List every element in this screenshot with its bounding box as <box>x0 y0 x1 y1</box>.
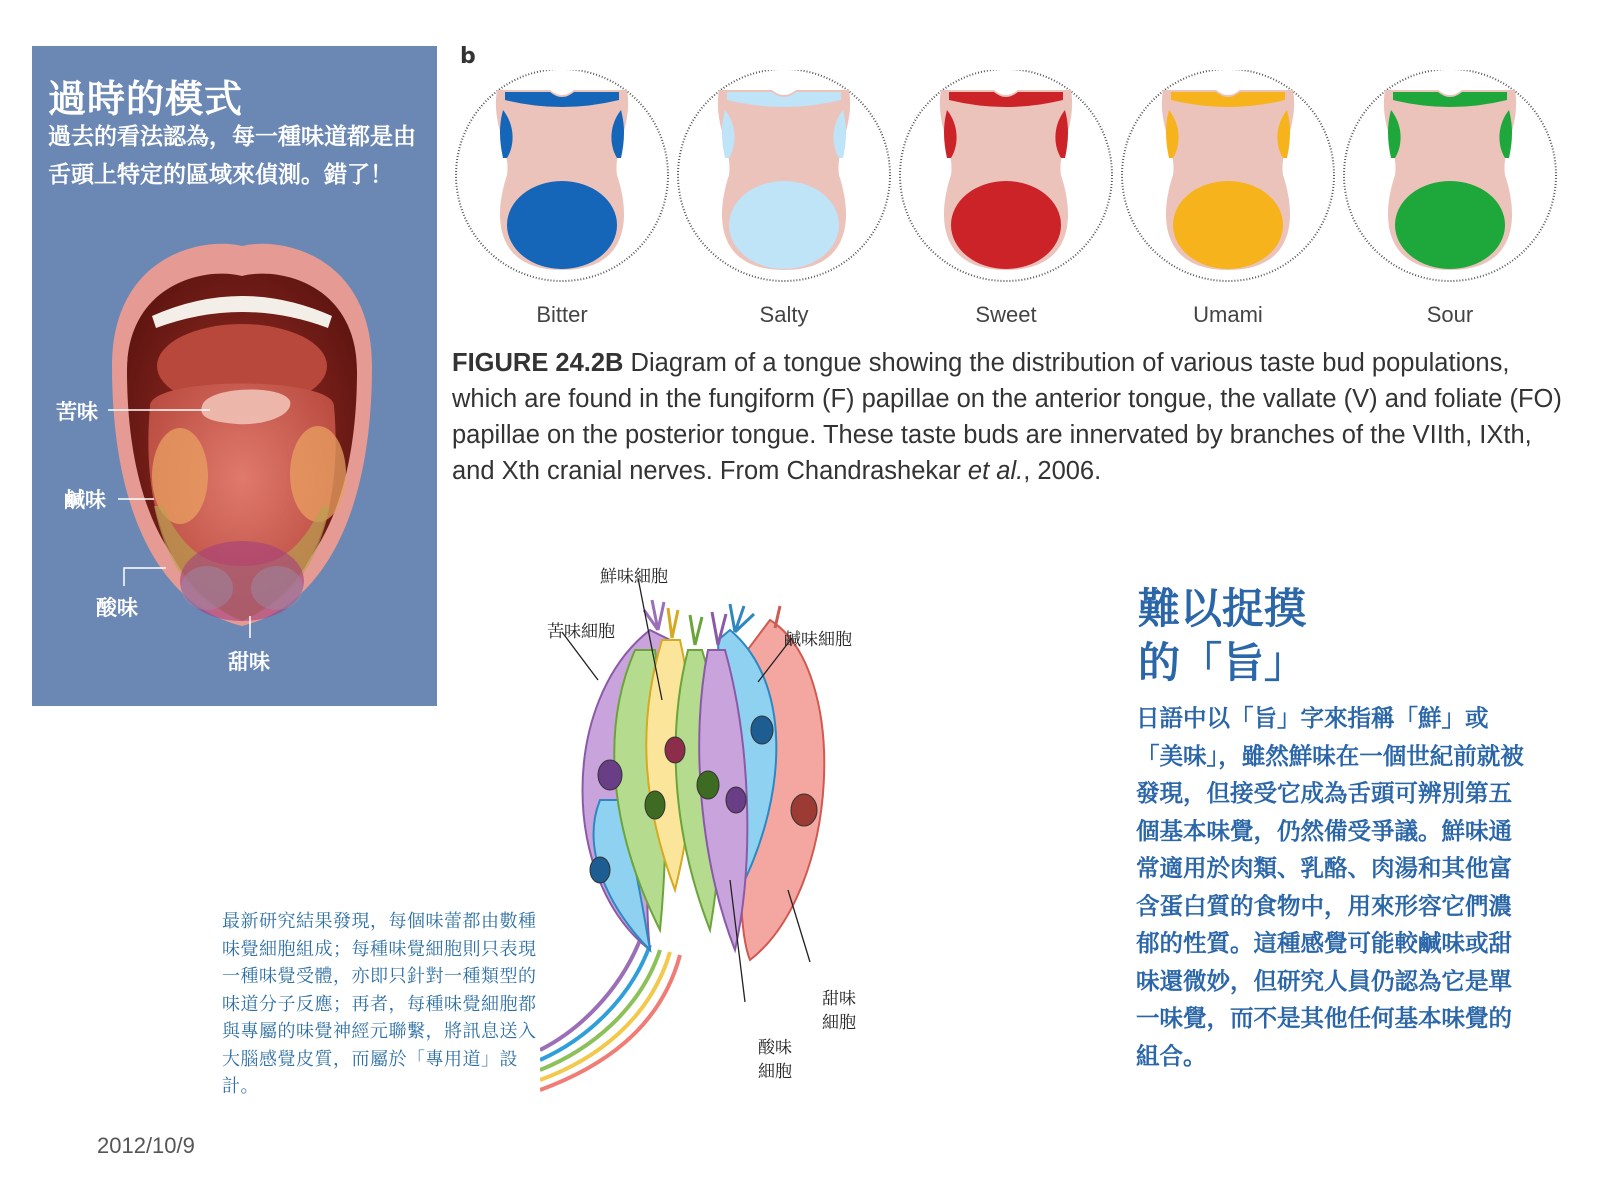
figure-caption <box>452 345 1562 489</box>
taste-region-front <box>951 181 1061 269</box>
label-sweet-cell-line1: 甜味 <box>822 989 856 1009</box>
label-bitter-cell: 苦味細胞 <box>547 622 615 642</box>
caption-italic: et al. <box>967 457 1024 485</box>
caption-end: , 2006. <box>1023 457 1102 485</box>
caption-id: FIGURE 24.2B <box>452 349 624 377</box>
label-sour-cell <box>758 1036 792 1084</box>
umami-title-line1: 難以捉摸 <box>1138 584 1307 633</box>
old-model-panel <box>32 46 437 706</box>
caption-text: Diagram of a tongue showing the distribution of various taste bud populations, which are found in the fungiform (F) papillae on the anterior tongue, the vallate (V) and foliate (FO) papillae on the posterior tongue. These taste buds are innervated by branches of the VIIth, IXth, and Xth cranial nerves. From Chandrashekar <box>452 349 1562 485</box>
umami-title <box>1138 582 1438 690</box>
taste-region-front <box>729 181 839 269</box>
map-label-bitter: Bitter <box>536 302 588 327</box>
map-label-sweet: Sweet <box>975 302 1037 327</box>
label-salty-cell: 鹹味細胞 <box>784 630 852 650</box>
taste-bud-explanation: 最新研究結果發現，每個味蕾都由數種味覺細胞組成；每種味覺細胞則只表現一種味覺受體，亦即只針對一種類型的味道分子反應；再者，每種味覺細胞都與專屬的味覺神經元聯繫，將訊息送入大腦感覺皮質，而屬於「專用道」設計。 <box>222 911 537 1097</box>
salty-zone-right <box>290 426 346 522</box>
map-label-umami: Umami <box>1193 302 1263 327</box>
old-model-description: 過去的看法認為，每一種味道都是由舌頭上特定的區域來偵測。錯了！ <box>48 124 416 188</box>
label-sweet: 甜味 <box>228 650 270 674</box>
label-bitter: 苦味 <box>56 400 98 424</box>
label-salty: 鹹味 <box>64 488 106 512</box>
label-sweet-cell-line2: 細胞 <box>822 1013 856 1033</box>
tongue-map-salty <box>678 70 890 281</box>
label-sweet-cell <box>822 987 856 1035</box>
label-sour-cell-line2: 細胞 <box>758 1062 792 1082</box>
tongue-map-umami <box>1122 70 1334 281</box>
taste-region-front <box>1173 181 1283 269</box>
map-label-sour: Sour <box>1426 302 1474 327</box>
umami-title-line2: 的「旨」 <box>1138 638 1307 687</box>
taste-region-front <box>507 181 617 269</box>
tongue-map-sour <box>1344 70 1556 281</box>
label-sour: 酸味 <box>96 596 138 620</box>
umami-text: 日語中以「旨」字來指稱「鮮」或「美味」，雖然鮮味在一個世紀前就被發現，但接受它成為舌頭可辨別第五個基本味覺，仍然備受爭議。鮮味通常適用於肉類、乳酪、肉湯和其他富含蛋白質的食物中，用來形容它們濃郁的性質。這種感覺可能較鹹味或甜味還微妙，但研究人員仍認為它是單一味覺，而不是其他任何基本味覺的組合。 <box>1136 704 1524 1070</box>
label-sour-cell-line1: 酸味 <box>758 1038 792 1058</box>
taste-region-front <box>1395 181 1505 269</box>
tongue-maps <box>450 70 1580 300</box>
sweet-pointer-line <box>788 890 810 962</box>
label-umami-cell: 鮮味細胞 <box>600 567 668 587</box>
figure-letter: b <box>460 44 476 69</box>
old-model-title: 過時的模式 <box>48 77 244 121</box>
tongue-map-bitter <box>456 70 668 281</box>
sour-pointer <box>124 568 166 586</box>
slide-date: 2012/10/9 <box>97 1133 195 1158</box>
tongue-map-sweet <box>900 70 1112 281</box>
map-label-salty: Salty <box>759 302 809 327</box>
